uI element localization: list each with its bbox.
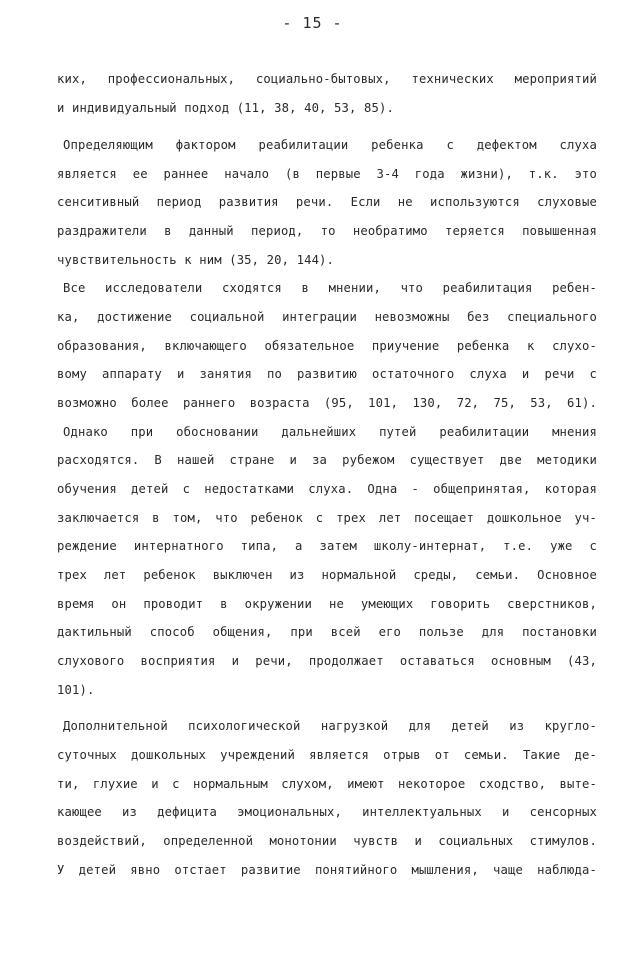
text-line: расходятся. В нашей стране и за рубежом существует две методики — [57, 453, 597, 467]
text-line: является ее раннее начало (в первые 3-4 года жизни), т.к. это — [57, 167, 597, 181]
text-line: обучения детей с недостатками слуха. Одна - общепринятая, которая — [57, 482, 597, 496]
text-line: возможно более раннего возраста (95, 101, 130, 72, 75, 53, 61). — [57, 396, 597, 410]
text-line: воздействий, определенной монотонии чувств и социальных стимулов. — [57, 834, 597, 848]
text-line: слухового восприятия и речи, продолжает оставаться основным (43, — [57, 654, 597, 668]
text-line: раздражители в данный период, то необратимо теряется повышенная — [57, 224, 597, 238]
text-line: и индивидуальный подход (11, 38, 40, 53, 85). — [57, 101, 394, 115]
text-line: Однако при обосновании дальнейших путей реабилитации мнения — [63, 425, 597, 439]
text-line: ка, достижение социальной интеграции невозможны без специального — [57, 310, 597, 324]
text-line: ти, глухие и с нормальным слухом, имеют некоторое сходство, выте- — [57, 777, 597, 791]
text-line: сенситивный период развития речи. Если не используются слуховые — [57, 195, 597, 209]
text-line: кающее из дефицита эмоциональных, интеллектуальных и сенсорных — [57, 805, 597, 819]
text-line: Все исследователи сходятся в мнении, что реабилитация ребен- — [63, 281, 597, 295]
text-line: реждение интернатного типа, а затем школу-интернат, т.е. уже с — [57, 539, 597, 553]
text-line: образования, включающего обязательное приучение ребенка к слухо- — [57, 339, 597, 353]
text-line: заключается в том, что ребенок с трех лет посещает дошкольное уч- — [57, 511, 597, 525]
text-line: чувствительность к ним (35, 20, 144). — [57, 253, 335, 267]
text-line: вому аппарату и занятия по развитию остаточного слуха и речи с — [57, 367, 597, 381]
text-line: время он проводит в окружении не умеющих говорить сверстников, — [57, 597, 597, 611]
text-line: трех лет ребенок выключен из нормальной среды, семьи. Основное — [57, 568, 597, 582]
text-line: Определяющим фактором реабилитации ребенка с дефектом слуха — [63, 138, 597, 152]
text-line: дактильный способ общения, при всей его пользе для постановки — [57, 625, 597, 639]
page-number: - 15 - — [282, 14, 343, 32]
text-line: 101). — [57, 683, 95, 697]
text-line: ких, профессиональных, социально-бытовых, технических мероприятий — [57, 72, 597, 86]
text-line: Дополнительной психологической нагрузкой для детей из кругло- — [63, 719, 597, 733]
text-line: У детей явно отстает развитие понятийного мышления, чаще наблюда- — [57, 863, 597, 877]
text-line: суточных дошкольных учреждений является отрыв от семьи. Такие де- — [57, 748, 597, 762]
